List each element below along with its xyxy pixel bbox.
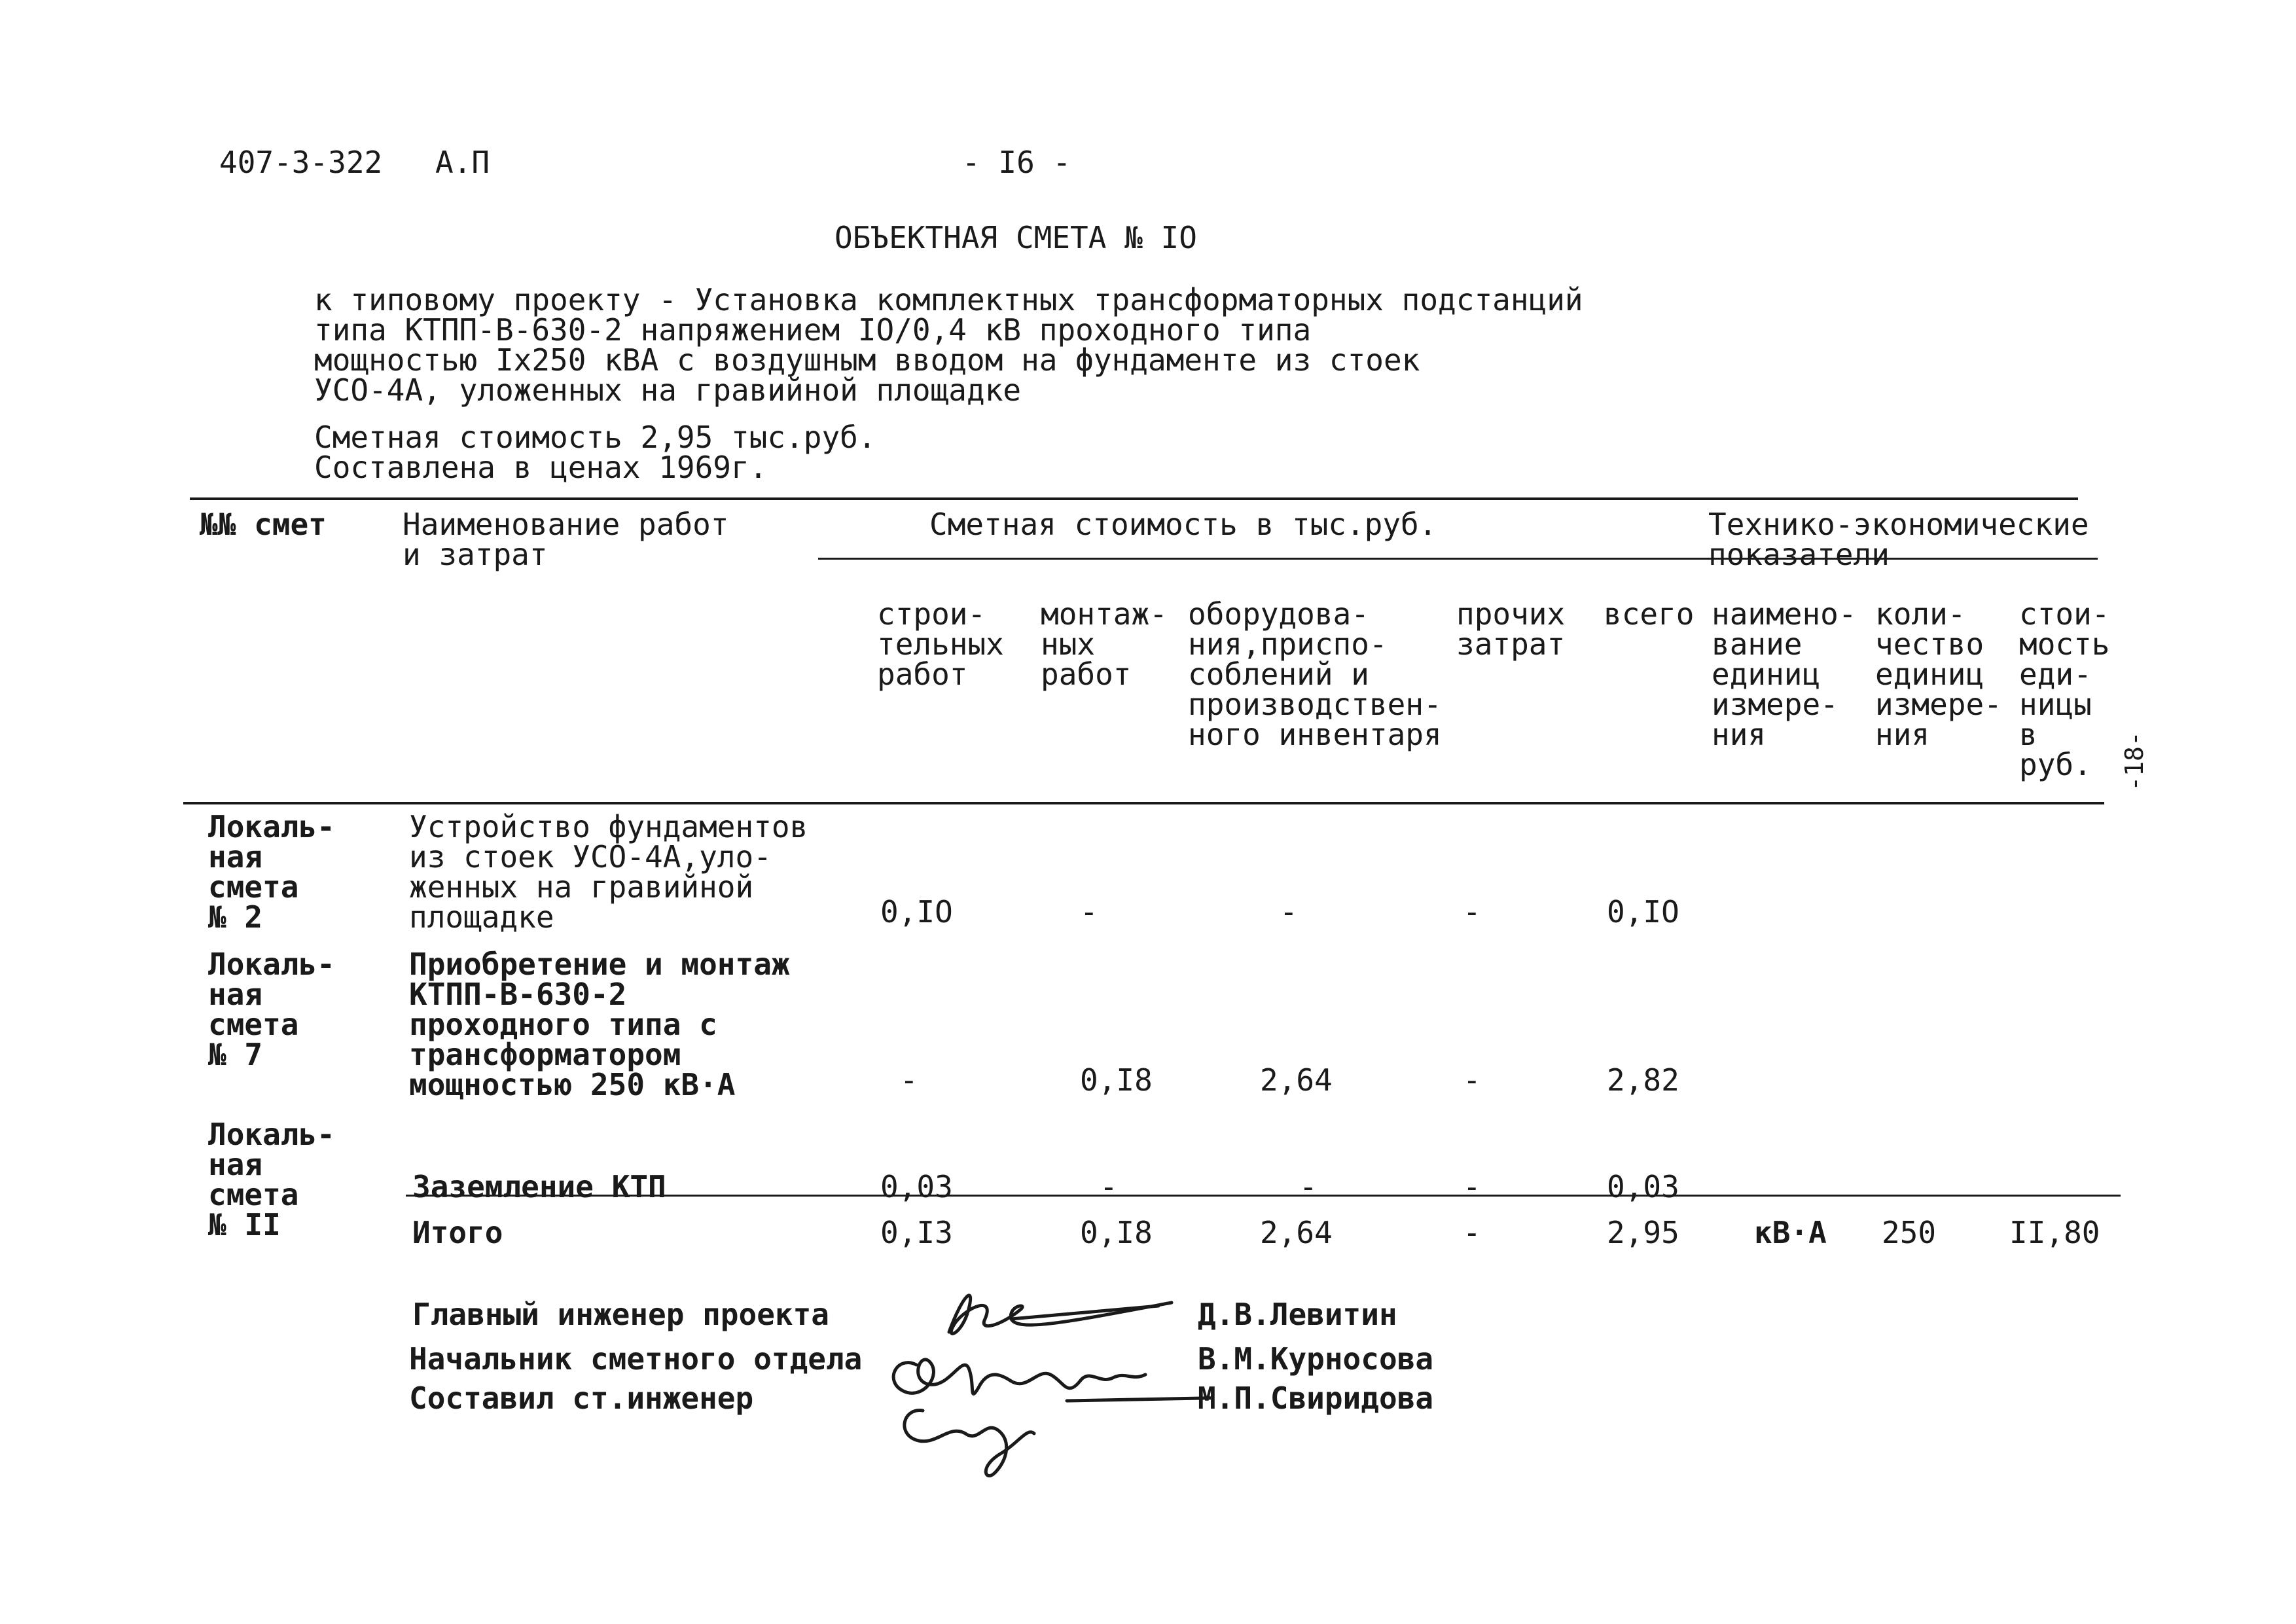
description-line-4: УСО-4А, уложенных на гравийной площадке (314, 372, 1022, 408)
signature-role-chief-engineer: Главный инженер проекта (412, 1297, 829, 1332)
row-1-work-name: Устройство фундаментов из стоек УСО-4А,уло- женных на гравийной площадке (409, 809, 808, 935)
price-basis: Составлена в ценах 1969г. (314, 450, 768, 485)
header-installation-works: монтаж- ных работ (1041, 596, 1168, 692)
signature-role-estimates-head: Начальник сметного отдела (409, 1341, 863, 1377)
total-installation: 0,I8 (1080, 1215, 1153, 1250)
total-quantity: 250 (1882, 1215, 1937, 1250)
row-2-installation: 0,I8 (1080, 1062, 1153, 1098)
row-1-installation: - (1080, 894, 1098, 929)
page-number: - I6 - (962, 145, 1071, 180)
header-cost-group: Сметная стоимость в тыс.руб. (929, 507, 1437, 542)
header-equipment: оборудова- ния,приспо- соблений и производствен- ного инвентаря (1188, 596, 1442, 752)
handwritten-signatures (870, 1270, 1211, 1492)
total-unit-name: кВ·А (1754, 1215, 1827, 1250)
doc-number: 407-3-322 (219, 145, 383, 180)
row-2-equipment: 2,64 (1260, 1062, 1333, 1098)
row-3-work-name: Заземление КТП (412, 1169, 666, 1204)
row-3-construction: 0,03 (880, 1169, 953, 1204)
header-unit-cost: стои- мость еди- ницы в руб. (2019, 596, 2110, 782)
signature-name-estimates-head: В.М.Курносова (1198, 1341, 1434, 1377)
row-3-estimate-number: Локаль- ная смета № II (208, 1117, 335, 1242)
row-1-construction: 0,IO (880, 894, 953, 929)
margin-page-mark: -18- (2119, 731, 2149, 791)
row-3-equipment: - (1299, 1169, 1318, 1204)
row-1-total: 0,IO (1607, 894, 1679, 929)
row-2-other: - (1463, 1062, 1481, 1098)
total-other: - (1463, 1215, 1481, 1250)
document-title: ОБЪЕКТНАЯ СМЕТА № IO (834, 220, 1197, 255)
header-tech-group: Технико-экономические показатели (1708, 507, 2089, 572)
row-1-equipment: - (1280, 894, 1298, 929)
signature-name-compiler: М.П.Свиридова (1198, 1380, 1434, 1416)
row-3-installation: - (1100, 1169, 1118, 1204)
total-unit-cost: II,80 (2009, 1215, 2100, 1250)
row-2-total: 2,82 (1607, 1062, 1679, 1098)
row-3-total: 0,03 (1607, 1169, 1679, 1204)
total-total: 2,95 (1607, 1215, 1679, 1250)
header-unit-name: наимено- вание единиц измере- ния (1712, 596, 1857, 752)
estimated-cost: Сметная стоимость 2,95 тыс.руб. (314, 420, 876, 455)
header-quantity: коли- чество единиц измере- ния (1875, 596, 2002, 752)
signature-name-chief-engineer: Д.В.Левитин (1198, 1297, 1397, 1332)
total-row-label: Итого (412, 1215, 503, 1250)
row-3-other: - (1463, 1169, 1481, 1204)
row-2-estimate-number: Локаль- ная смета № 7 (208, 947, 335, 1072)
description-line-3: мощностью Iх250 кВА с воздушным вводом на фундаменте из стоек (314, 342, 1420, 378)
row-2-construction: - (900, 1062, 918, 1098)
header-construction-works: строи- тельных работ (877, 596, 1004, 692)
header-total: всего (1604, 596, 1695, 632)
header-other-costs: прочих затрат (1456, 596, 1566, 662)
header-estimate-number: №№ смет (200, 507, 327, 542)
row-2-work-name: Приобретение и монтаж КТПП-В-630-2 проходного типа с трансформатором мощностью 250 кВ·А (409, 947, 790, 1102)
total-equipment: 2,64 (1260, 1215, 1333, 1250)
row-1-other: - (1463, 894, 1481, 929)
total-construction: 0,I3 (880, 1215, 953, 1250)
description-line-1: к типовому проекту - Установка комплектных трансформаторных подстанций (314, 282, 1583, 317)
description-line-2: типа КТПП-В-630-2 напряжением IO/0,4 кВ проходного типа (314, 312, 1312, 348)
signature-role-compiler: Составил ст.инженер (409, 1380, 754, 1416)
row-1-estimate-number: Локаль- ная смета № 2 (208, 809, 335, 935)
table-top-rule (190, 497, 2078, 500)
header-work-name: Наименование работ и затрат (403, 507, 729, 572)
header-bottom-rule (183, 802, 2104, 804)
album-label: А.П (435, 145, 490, 180)
